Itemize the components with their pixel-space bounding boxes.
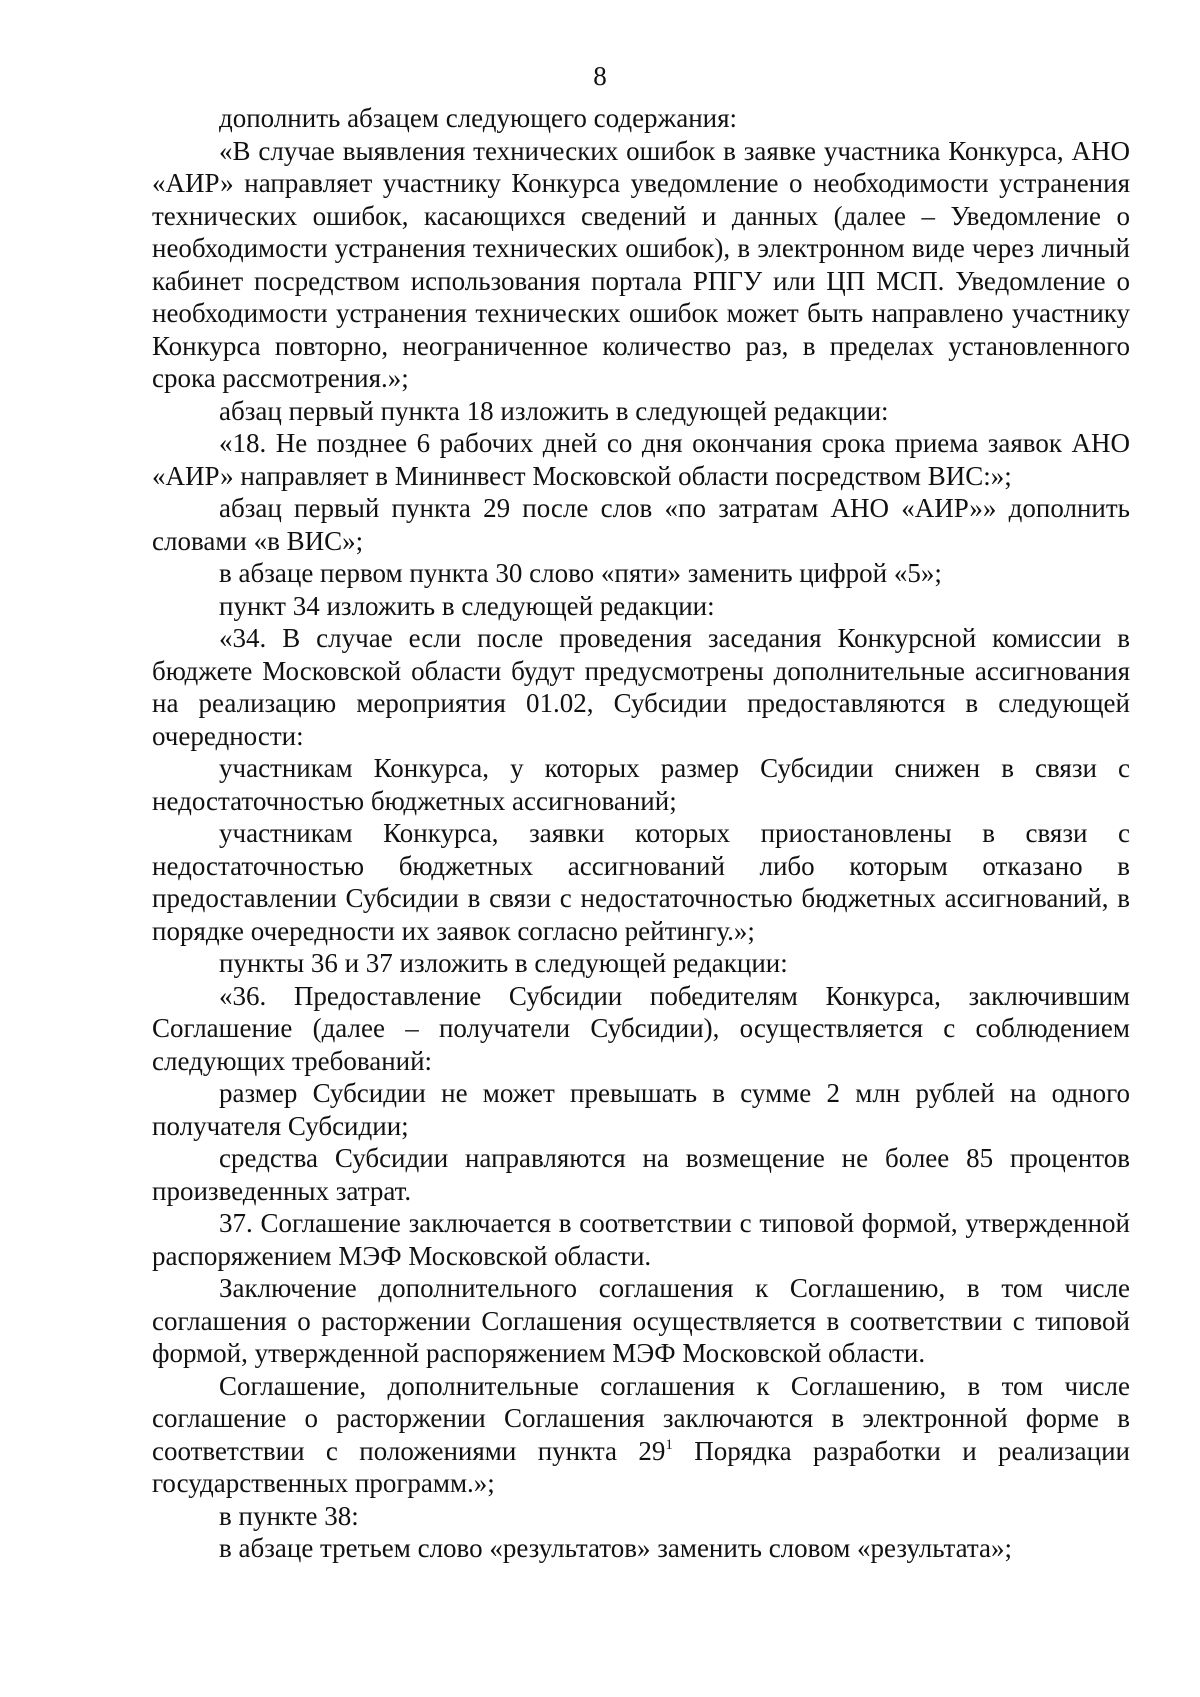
paragraph: «36. Предоставление Субсидии победителям Конкурса, заключившим Соглашение (далее – получатели Субсидии), осуществляется с соблюдением следующих требований: bbox=[152, 980, 1130, 1076]
paragraph: «В случае выявления технических ошибок в заявке участника Конкурса, АНО «АИР» направляет участнику Конкурса уведомление о необходимости устранения технических ошибок, касающихся сведений и данных (далее – Уведомление о необходимости устранения технических ошибок), в электронном виде через личный кабинет посредством использования портала РПГУ или ЦП МСП. Уведомление о необходимости устранения технических ошибок может быть направлено участнику Конкурса повторно, неограниченное количество раз, в пределах установленного срока рассмотрения.»; bbox=[152, 135, 1130, 393]
paragraph: Заключение дополнительного соглашения к Соглашению, в том числе соглашения о расторжении Соглашения осуществляется в соответствии с типовой формой, утвержденной распоряжением МЭФ Московской области. bbox=[152, 1273, 1130, 1368]
paragraph: абзац первый пункта 18 изложить в следующей редакции: bbox=[219, 395, 889, 426]
paragraph-with-footnote-ref bbox=[152, 1370, 1130, 1500]
paragraph: в абзаце первом пункта 30 слово «пяти» заменить цифрой «5»; bbox=[219, 558, 942, 588]
document-body bbox=[152, 102, 1130, 1565]
paragraph: участникам Конкурса, у которых размер Субсидии снижен в связи с недостаточностью бюджетных ассигнований; bbox=[152, 753, 1130, 816]
paragraph: участникам Конкурса, заявки которых приостановлены в связи с недостаточностью бюджетных ассигнований либо которым отказано в предоставлении Субсидии в связи с недостаточностью бюджетных ассигнований, в порядке очередности их заявок согласно рейтингу.»; bbox=[152, 818, 1130, 946]
paragraph: в пункте 38: bbox=[219, 1500, 359, 1531]
paragraph: средства Субсидии направляются на возмещение не более 85 процентов произведенных затрат. bbox=[152, 1143, 1130, 1206]
paragraph: пункты 36 и 37 изложить в следующей редакции: bbox=[219, 948, 788, 978]
paragraph: «34. В случае если после проведения заседания Конкурсной комиссии в бюджете Московской области будут предусмотрены дополнительные ассигнования на реализацию мероприятия 01.02, Субсидии предоставляются в следующей очередности: bbox=[152, 623, 1130, 751]
paragraph: размер Субсидии не может превышать в сумме 2 млн рублей на одного получателя Субсидии; bbox=[152, 1078, 1130, 1141]
paragraph: пункт 34 изложить в следующей редакции: bbox=[219, 590, 715, 621]
paragraph-text: Соглашение, дополнительные соглашения к Соглашению, в том числе соглашение о расторжении Соглашения заключаются в электронной форме в соответствии с положениями пункта 29 bbox=[152, 1370, 1130, 1466]
paragraph: «18. Не позднее 6 рабочих дней со дня окончания срока приема заявок АНО «АИР» направляет в Мининвест Московской области посредством ВИС:»; bbox=[152, 428, 1130, 491]
paragraph: абзац первый пункта 29 после слов «по затратам АНО «АИР»» дополнить словами «в ВИС»; bbox=[152, 493, 1130, 556]
paragraph: в абзаце третьем слово «результатов» заменить словом «результата»; bbox=[219, 1533, 1013, 1563]
page-number: 8 bbox=[593, 61, 607, 91]
paragraph-text: Порядка разработки и реализации государственных программ.»; bbox=[152, 1435, 1130, 1498]
paragraph: 37. Соглашение заключается в соответствии с типовой формой, утвержденной распоряжением МЭФ Московской области. bbox=[152, 1208, 1130, 1271]
superscript: 1 bbox=[665, 1436, 673, 1453]
paragraph: дополнить абзацем следующего содержания: bbox=[219, 103, 738, 133]
